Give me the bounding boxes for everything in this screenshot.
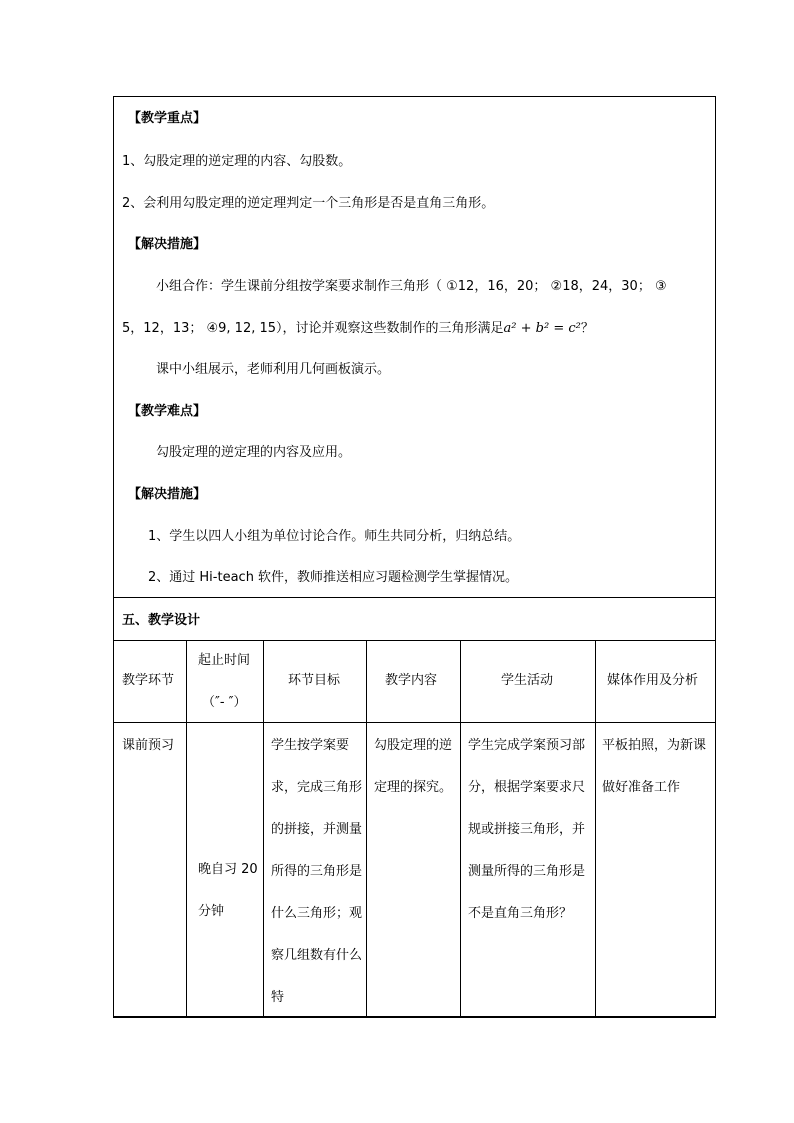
row-time: 晚自习 20 分钟 <box>198 862 258 919</box>
difficulty-item: 勾股定理的逆定理的内容及应用。 <box>156 445 352 460</box>
measures-1-line-2-start: 5，12，13； ④9, 12, 15），讨论并观察这些数制作的三角形满足 <box>122 321 504 336</box>
pythagorean-formula: a² + b² = c² <box>503 321 581 336</box>
col-divider-2 <box>263 640 264 1018</box>
header-activity: 学生活动 <box>501 673 554 688</box>
measures-2-item-2: 2、通过 Hi-teach 软件，教师推送相应习题检测学生掌握情况。 <box>148 570 519 585</box>
row-media: 平板拍照，为新课做好准备工作 <box>602 738 707 795</box>
measures-1-line-2 <box>122 321 594 337</box>
section-title-measures-1: 【解决措施】 <box>128 237 207 252</box>
col-divider-1 <box>186 640 187 1018</box>
row-goal: 学生按学案要求，完成三角形的拼接，并测量所得的三角形是什么三角形；观察几组数有什么特 <box>271 738 363 1005</box>
header-time-line-2: （″- ″） <box>202 695 247 710</box>
row-content: 勾股定理的逆定理的探究。 <box>374 738 453 795</box>
design-title: 五、教学设计 <box>122 613 201 628</box>
divider-table-top <box>114 640 715 641</box>
header-goal: 环节目标 <box>288 673 341 688</box>
section-title-focus: 【教学重点】 <box>128 111 207 126</box>
section-title-difficulty: 【教学难点】 <box>128 404 207 419</box>
divider-table-header <box>114 722 715 723</box>
header-content: 教学内容 <box>385 673 438 688</box>
col-divider-4 <box>460 640 461 1018</box>
row-stage: 课前预习 <box>122 738 175 753</box>
section-title-measures-2: 【解决措施】 <box>128 487 207 502</box>
measures-1-line-1: 小组合作：学生课前分组按学案要求制作三角形（ ①12，16，20； ②18，24，30； ③ <box>156 279 667 294</box>
header-media: 媒体作用及分析 <box>607 673 699 688</box>
col-divider-3 <box>366 640 367 1018</box>
document-frame <box>113 96 716 1018</box>
divider-design-top <box>114 597 715 598</box>
header-time-line-1: 起止时间 <box>198 653 251 668</box>
focus-item-1: 1、勾股定理的逆定理的内容、勾股数。 <box>122 154 352 169</box>
header-stage: 教学环节 <box>122 673 175 688</box>
measures-1-line-2-end: ？ <box>580 321 594 336</box>
measures-1-line-3: 课中小组展示，老师利用几何画板演示。 <box>156 362 391 377</box>
row-activity: 学生完成学案预习部分，根据学案要求尺规或拼接三角形，并测量所得的三角形是不是直角三角形？ <box>468 738 586 921</box>
col-divider-5 <box>595 640 596 1018</box>
measures-2-item-1: 1、学生以四人小组为单位讨论合作。师生共同分析，归纳总结。 <box>148 529 521 544</box>
focus-item-2: 2、会利用勾股定理的逆定理判定一个三角形是否是直角三角形。 <box>122 196 495 211</box>
